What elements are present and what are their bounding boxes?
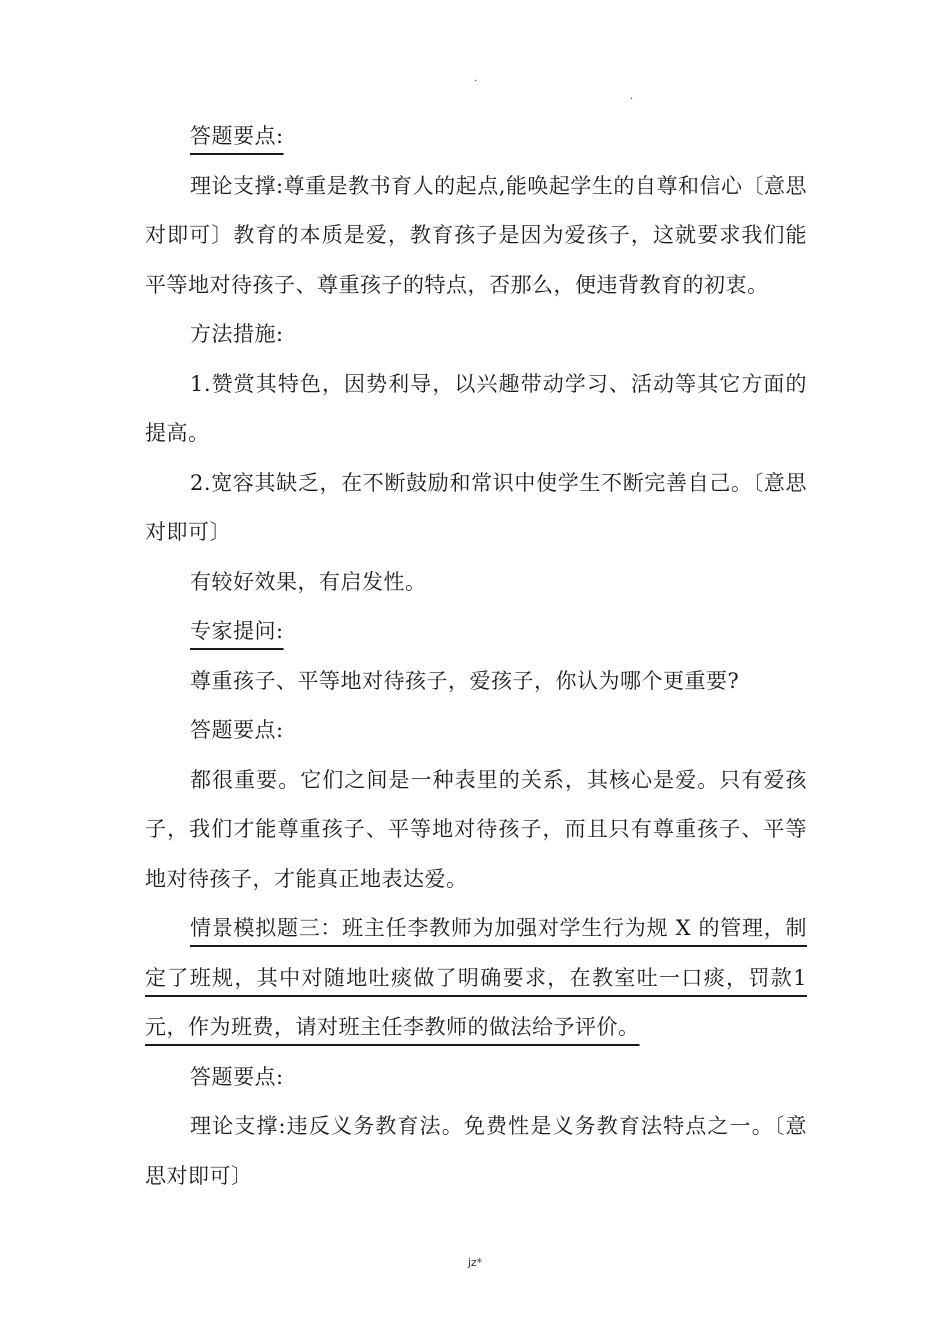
theory-support-paragraph: 理论支撑:违反义务教育法。免费性是义务教育法特点之一。〔意思对即可〕 <box>145 1114 807 1188</box>
effect-paragraph: 有较好效果，有启发性。 <box>190 569 427 594</box>
answer-points-heading: 答题要点: <box>190 1064 284 1089</box>
header-mark: . <box>474 73 478 84</box>
theory-support-paragraph: 理论支撑:尊重是教书育人的起点,能唤起学生的自尊和信心〔意思对即可〕教育的本质是爱，教育孩子是因为爱孩子，这就要求我们能平等地对待孩子、尊重孩子的特点，否那么，便违背教育的初衷。 <box>145 173 807 297</box>
expert-question-paragraph: 尊重孩子、平等地对待孩子，爱孩子，你认为哪个更重要? <box>190 668 740 693</box>
answer-points-heading: 答题要点: <box>190 718 284 742</box>
document-body <box>145 112 807 1201</box>
answer-points-heading: 答题要点: <box>190 124 284 148</box>
scenario-question-paragraph: 情景模拟题三：班主任李教师为加强对学生行为规 X 的管理，制定了班规，其中对随地吐痰做了明确要求，在教室吐一口痰，罚款1元，作为班费，请对班主任李教师的做法给予评价。 <box>145 916 807 1039</box>
method-item-2: 2.宽容其缺乏，在不断鼓励和常识中使学生不断完善自己。〔意思对即可〕 <box>145 470 807 544</box>
header-mark: . <box>630 91 634 102</box>
page-footer: jz* <box>467 1256 483 1269</box>
answer-paragraph: 都很重要。它们之间是一种表里的关系，其核心是爱。只有爱孩子，我们才能尊重孩子、平等地对待孩子，而且只有尊重孩子、平等地对待孩子，才能真正地表达爱。 <box>145 767 807 891</box>
expert-question-heading: 专家提问: <box>190 619 284 643</box>
methods-heading: 方法措施: <box>190 322 284 346</box>
method-item-1: 1.赞赏其特色，因势利导，以兴趣带动学习、活动等其它方面的提高。 <box>145 371 807 445</box>
